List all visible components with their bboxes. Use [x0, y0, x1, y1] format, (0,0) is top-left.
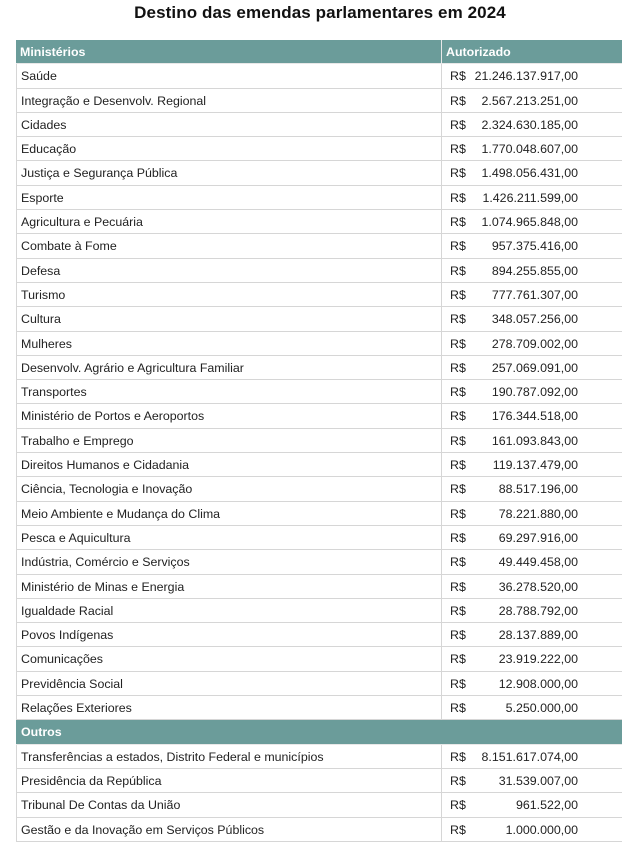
currency-label: R$: [450, 628, 466, 643]
row-amount-cell: [442, 380, 622, 403]
row-name: Transferências a estados, Distrito Federal e municípios: [16, 745, 442, 768]
row-amount-cell: [442, 404, 622, 427]
row-amount-cell: [442, 210, 622, 233]
currency-label: R$: [450, 166, 466, 181]
row-value: 777.761.307,00: [491, 287, 578, 302]
row-value: 348.057.256,00: [491, 312, 578, 327]
row-name: Mulheres: [16, 332, 442, 355]
row-amount-cell: [442, 599, 622, 622]
group-header-others: Outros: [16, 720, 622, 744]
row-amount-cell: [442, 356, 622, 379]
row-value: 28.788.792,00: [498, 603, 578, 618]
row-name: Turismo: [16, 283, 442, 306]
row-value: 36.278.520,00: [498, 579, 578, 594]
row-amount-cell: [442, 769, 622, 792]
row-name: Indústria, Comércio e Serviços: [16, 550, 442, 573]
row-amount-cell: [442, 477, 622, 500]
others-body: [16, 745, 622, 842]
row-name: Agricultura e Pecuária: [16, 210, 442, 233]
row-amount-cell: [442, 259, 622, 282]
row-name: Pesca e Aquicultura: [16, 526, 442, 549]
currency-label: R$: [450, 336, 466, 351]
row-value: 257.069.091,00: [491, 360, 578, 375]
currency-label: R$: [450, 603, 466, 618]
currency-label: R$: [450, 652, 466, 667]
currency-label: R$: [450, 433, 466, 448]
currency-label: R$: [450, 482, 466, 497]
table-row: [16, 380, 622, 404]
currency-label: R$: [450, 458, 466, 473]
row-amount-cell: [442, 113, 622, 136]
row-value: 69.297.916,00: [498, 530, 578, 545]
row-amount-cell: [442, 818, 622, 841]
row-amount-cell: [442, 161, 622, 184]
row-value: 119.137.479,00: [492, 458, 578, 473]
row-value: 78.221.880,00: [498, 506, 578, 521]
table-row: [16, 210, 622, 234]
table-row: [16, 696, 622, 720]
row-amount-cell: [442, 623, 622, 646]
table-row: [16, 186, 622, 210]
currency-label: R$: [450, 579, 466, 594]
currency-label: R$: [450, 701, 466, 716]
currency-label: R$: [450, 555, 466, 570]
table-row: [16, 599, 622, 623]
row-amount-cell: [442, 575, 622, 598]
row-name: Meio Ambiente e Mudança do Clima: [16, 502, 442, 525]
currency-label: R$: [450, 312, 466, 327]
currency-label: R$: [450, 798, 466, 813]
page-title: Destino das emendas parlamentares em 2024: [134, 3, 506, 22]
table-row: [16, 672, 622, 696]
row-amount-cell: [442, 647, 622, 670]
table-row: [16, 259, 622, 283]
row-name: Justiça e Segurança Pública: [16, 161, 442, 184]
currency-label: R$: [450, 117, 466, 132]
row-value: 1.000.000,00: [505, 822, 578, 837]
row-value: 894.255.855,00: [491, 263, 578, 278]
row-value: 961.522,00: [515, 798, 578, 813]
table-row: [16, 283, 622, 307]
column-header-ministries: Ministérios: [16, 40, 442, 63]
row-value: 5.250.000,00: [505, 701, 578, 716]
row-value: 21.246.137.917,00: [474, 69, 578, 84]
currency-label: R$: [450, 142, 466, 157]
row-amount-cell: [442, 526, 622, 549]
column-header-authorized: Autorizado: [446, 45, 511, 59]
row-name: Povos Indígenas: [16, 623, 442, 646]
row-name: Relações Exteriores: [16, 696, 442, 719]
currency-label: R$: [450, 360, 466, 375]
currency-label: R$: [450, 93, 466, 108]
row-amount-cell: [442, 793, 622, 816]
currency-label: R$: [450, 506, 466, 521]
row-name: Combate à Fome: [16, 234, 442, 257]
currency-label: R$: [450, 190, 466, 205]
table-row: [16, 453, 622, 477]
row-name: Direitos Humanos e Cidadania: [16, 453, 442, 476]
table-header: [16, 40, 622, 64]
data-table: [16, 40, 622, 842]
row-name: Previdência Social: [16, 672, 442, 695]
row-value: 88.517.196,00: [498, 482, 578, 497]
row-amount-cell: [442, 453, 622, 476]
table-row: [16, 550, 622, 574]
row-value: 23.919.222,00: [498, 652, 578, 667]
row-name: Ministério de Portos e Aeroportos: [16, 404, 442, 427]
row-name: Trabalho e Emprego: [16, 429, 442, 452]
table-row: [16, 575, 622, 599]
row-name: Cidades: [16, 113, 442, 136]
row-amount-cell: [442, 234, 622, 257]
row-name: Ministério de Minas e Energia: [16, 575, 442, 598]
row-amount-cell: [442, 137, 622, 160]
row-name: Educação: [16, 137, 442, 160]
row-value: 12.908.000,00: [498, 676, 578, 691]
row-amount-cell: [442, 745, 622, 768]
row-value: 161.093.843,00: [491, 433, 578, 448]
row-amount-cell: [442, 307, 622, 330]
row-amount-cell: [442, 89, 622, 112]
table-row: [16, 113, 622, 137]
table-row: [16, 137, 622, 161]
row-value: 278.709.002,00: [491, 336, 578, 351]
table-row: [16, 356, 622, 380]
row-value: 1.770.048.607,00: [481, 142, 578, 157]
table-row: [16, 429, 622, 453]
row-name: Gestão e da Inovação em Serviços Públicos: [16, 818, 442, 841]
table-row: [16, 818, 622, 842]
table-row: [16, 502, 622, 526]
table-row: [16, 647, 622, 671]
currency-label: R$: [450, 530, 466, 545]
row-amount-cell: [442, 283, 622, 306]
table-row: [16, 623, 622, 647]
row-value: 190.787.092,00: [491, 385, 578, 400]
currency-label: R$: [450, 676, 466, 691]
currency-label: R$: [450, 822, 466, 837]
row-amount-cell: [442, 429, 622, 452]
row-name: Comunicações: [16, 647, 442, 670]
currency-label: R$: [450, 239, 466, 254]
table-row: [16, 769, 622, 793]
ministries-body: [16, 64, 622, 720]
table-row: [16, 161, 622, 185]
row-amount-cell: [442, 502, 622, 525]
table-row: [16, 526, 622, 550]
row-name: Integração e Desenvolv. Regional: [16, 89, 442, 112]
row-name: Cultura: [16, 307, 442, 330]
row-value: 1.074.965.848,00: [481, 215, 578, 230]
row-value: 176.344.518,00: [491, 409, 578, 424]
row-value: 1.426.211.599,00: [482, 190, 578, 205]
row-value: 28.137.889,00: [498, 628, 578, 643]
row-value: 8.151.617.074,00: [481, 749, 578, 764]
table-row: [16, 745, 622, 769]
row-amount-cell: [442, 672, 622, 695]
table-row: [16, 234, 622, 258]
table-row: [16, 332, 622, 356]
currency-label: R$: [450, 385, 466, 400]
row-value: 49.449.458,00: [498, 555, 578, 570]
row-value: 2.567.213.251,00: [481, 93, 578, 108]
row-name: Tribunal De Contas da União: [16, 793, 442, 816]
row-name: Desenvolv. Agrário e Agricultura Familiar: [16, 356, 442, 379]
row-name: Transportes: [16, 380, 442, 403]
row-value: 31.539.007,00: [498, 773, 578, 788]
currency-label: R$: [450, 69, 466, 84]
currency-label: R$: [450, 215, 466, 230]
row-amount-cell: [442, 64, 622, 87]
row-name: Defesa: [16, 259, 442, 282]
table-row: [16, 89, 622, 113]
row-name: Saúde: [16, 64, 442, 87]
row-amount-cell: [442, 696, 622, 719]
currency-label: R$: [450, 287, 466, 302]
row-name: Ciência, Tecnologia e Inovação: [16, 477, 442, 500]
row-amount-cell: [442, 186, 622, 209]
currency-label: R$: [450, 773, 466, 788]
row-amount-cell: [442, 550, 622, 573]
table-row: [16, 307, 622, 331]
currency-label: R$: [450, 409, 466, 424]
table-row: [16, 64, 622, 88]
row-value: 957.375.416,00: [491, 239, 578, 254]
row-value: 2.324.630.185,00: [481, 117, 578, 132]
row-value: 1.498.056.431,00: [481, 166, 578, 181]
currency-label: R$: [450, 263, 466, 278]
table-row: [16, 404, 622, 428]
row-name: Igualdade Racial: [16, 599, 442, 622]
table-row: [16, 793, 622, 817]
row-amount-cell: [442, 332, 622, 355]
table-row: [16, 477, 622, 501]
row-name: Esporte: [16, 186, 442, 209]
row-name: Presidência da República: [16, 769, 442, 792]
currency-label: R$: [450, 749, 466, 764]
